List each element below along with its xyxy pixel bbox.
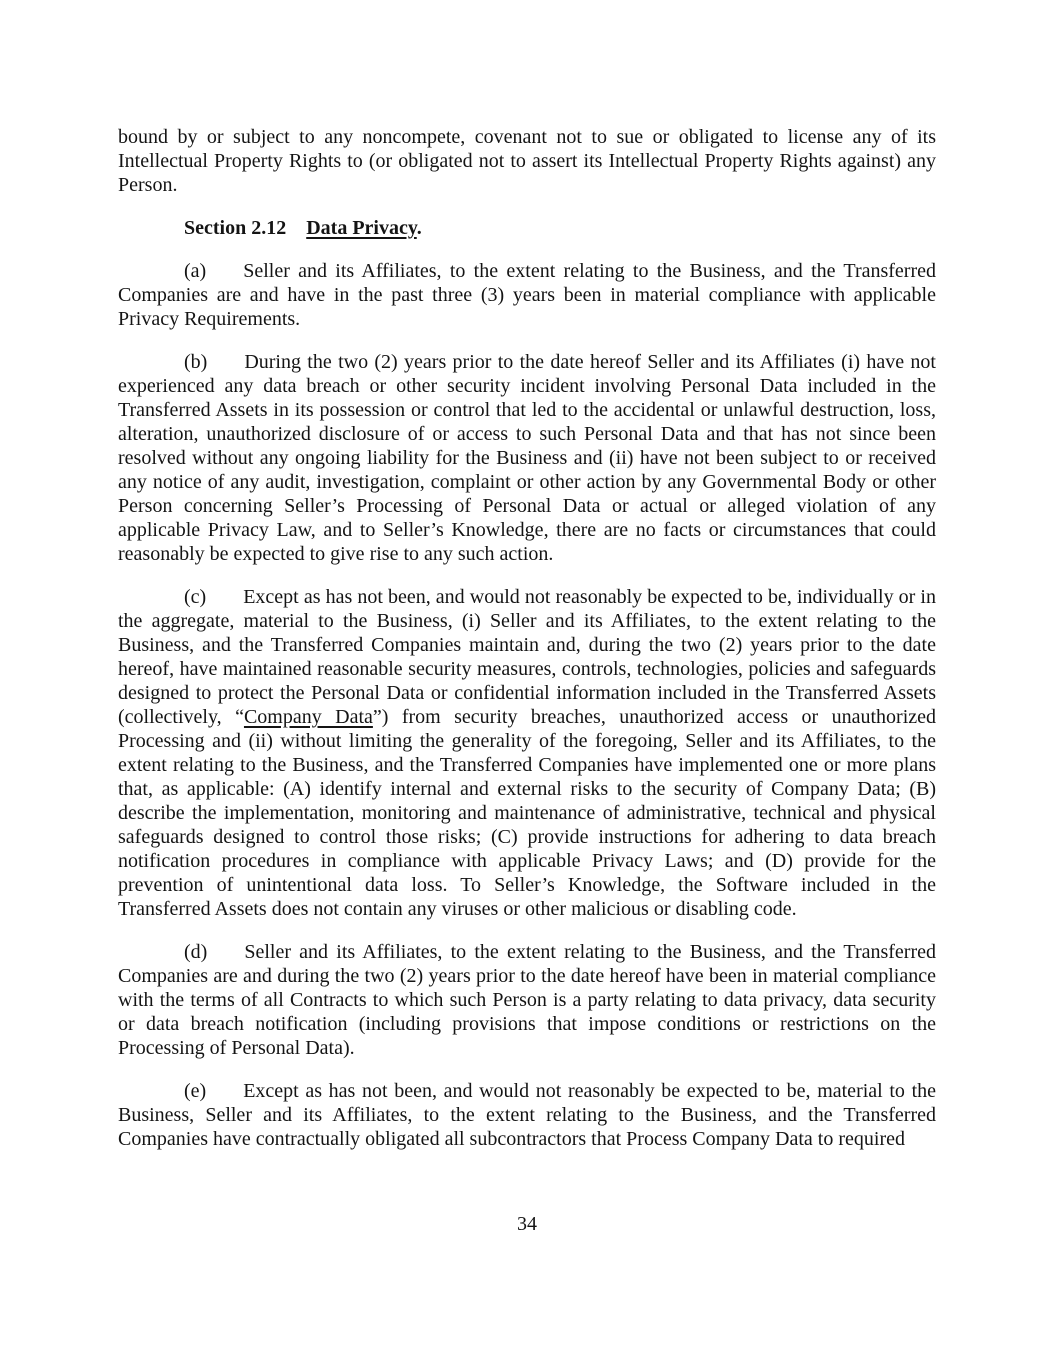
paragraph-d-label: (d) (184, 941, 208, 963)
paragraph-e (118, 1079, 936, 1151)
section-number: Section 2.12 (184, 217, 287, 239)
defined-term-company-data: Company Data (243, 706, 373, 728)
paragraph-c-text-after-term: ”) from security breaches, unauthorized access or unauthorized Processing and (ii) without limiting the generality of the foregoing, Seller and its Affiliates, to the extent relating to the Business, and the Transferred Companies have implemented one or more plans that, as applicable: (A) identify internal and external risks to the security of Company Data; (B) describe the implementation, monitoring and maintenance of administrative, technical and physical safeguards designed to control those risks; (C) provide instructions for adhering to data breach notification procedures in compliance with applicable Privacy Laws; and (D) provide for the prevention of unintentional data loss. To Seller’s Knowledge, the Software included in the Transferred Assets does not contain any viruses or other malicious or disabling code. (118, 706, 937, 920)
section-title: Data Privacy (306, 217, 417, 239)
paragraph-c-text-before-term: Except as has not been, and would not reasonably be expected to be, individually or in the aggregate, material to the Business, (i) Seller and its Affiliates, to the extent relating to the Business, and the Transferred Companies maintain and, during the two (2) years prior to the date hereof, have maintained reasonable security measures, controls, technologies, policies and safeguards designed to protect the Personal Data or confidential information included in the Transferred Assets (collectively, “ (118, 586, 936, 728)
section-heading-period: . (416, 217, 422, 239)
paragraph-a-text: Seller and its Affiliates, to the extent relating to the Business, and the Transferred Companies are and have in the past three (3) years been in material compliance with applicable Privacy Requirements. (118, 260, 936, 330)
document-body (118, 125, 936, 1170)
paragraph-a-label: (a) (184, 260, 207, 282)
section-heading (118, 216, 936, 240)
paragraph-b (118, 350, 936, 566)
paragraph-e-text: Except as has not been, and would not reasonably be expected to be, material to the Business, Seller and its Affiliates, to the extent relating to the Business, and the Transferred Companies have contractually obligated all subcontractors that Process Company Data to required (118, 1080, 936, 1150)
paragraph-b-text: During the two (2) years prior to the date hereof Seller and its Affiliates (i) have not experienced any data breach or other security incident involving Personal Data included in the Transferred Assets in its possession or control that led to the accidental or unlawful destruction, loss, alteration, unauthorized disclosure of or access to such Personal Data and that has not since been resolved without any ongoing liability for the Business and (ii) have not been subject to or received any notice of any audit, investigation, complaint or other action by any Governmental Body or other Person concerning Seller’s Processing of Personal Data or actual or alleged violation of any applicable Privacy Law, and to Seller’s Knowledge, there are no facts or circumstances that could reasonably be expected to give rise to any such action. (118, 351, 936, 565)
paragraph-c-label: (c) (184, 586, 207, 608)
paragraph-d-text: Seller and its Affiliates, to the extent relating to the Business, and the Transferred Companies are and during the two (2) years prior to the date hereof have been in material compliance with the terms of all Contracts to which such Person is a party relating to data privacy, data security or data breach notification (including provisions that impose conditions or restrictions on the Processing of Personal Data). (118, 941, 936, 1059)
paragraph-c (118, 585, 936, 921)
paragraph-e-label: (e) (184, 1080, 207, 1102)
paragraph-b-label: (b) (184, 351, 208, 373)
paragraph-d (118, 940, 936, 1060)
continuation-paragraph (118, 125, 936, 197)
page-footer (118, 1212, 936, 1236)
paragraph-a (118, 259, 936, 331)
page-number: 34 (517, 1213, 537, 1235)
continuation-paragraph-text: bound by or subject to any noncompete, covenant not to sue or obligated to license any of its Intellectual Property Rights to (or obligated not to assert its Intellectual Property Rights against) any Person. (118, 126, 936, 196)
